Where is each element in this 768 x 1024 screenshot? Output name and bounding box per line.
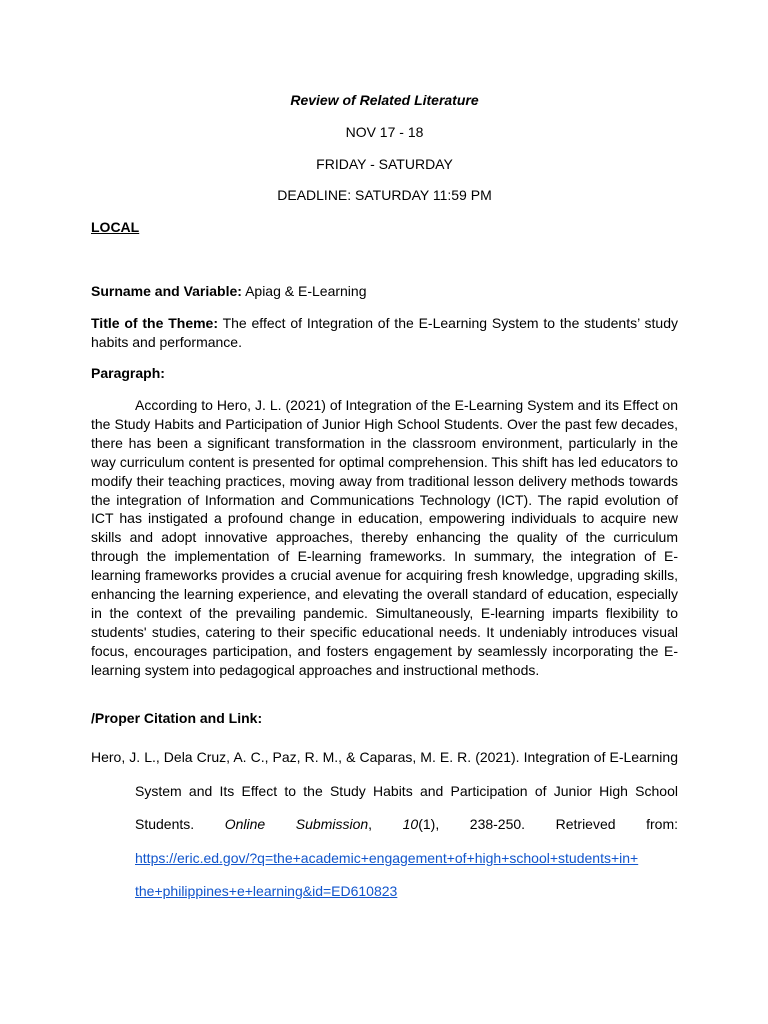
section-label-local: LOCAL [91, 219, 140, 235]
theme-label: Title of the Theme: [91, 315, 218, 331]
citation-link-line-2[interactable] [91, 875, 678, 909]
citation-link-part-1[interactable]: https://eric.ed.gov/?q=the+academic+engagement+of+high+school+students+in+ [135, 849, 639, 866]
citation-students: Students. [135, 816, 195, 832]
citation-link-part-2[interactable]: the+philippines+e+learning&id=ED610823 [135, 883, 398, 899]
theme-title [91, 314, 678, 352]
surname-value: Apiag & E-Learning [241, 283, 367, 299]
citation-line-1: Hero, J. L., Dela Cruz, A. C., Paz, R. M., & Caparas, M. E. R. (2021). Integration of E-Learning [91, 749, 678, 765]
citation-journal: Online Submission [224, 816, 369, 832]
citation-volume: 10 [402, 816, 419, 832]
citation-comma: , [368, 816, 373, 832]
paragraph-body: According to Hero, J. L. (2021) of Integration of the E-Learning System and its Effect on the Study Habits and Participation of Junior High School Students. Over the past few decades, there has been a significant transformation in the classroom environment, particularly in the way curriculum content is presented for optimal comprehension. This shift has led educators to modify their teaching practices, moving away from traditional lesson delivery methods towards the integration of Information and Communications Technology (ICT). The rapid evolution of ICT has instigated a profound change in education, empowering individuals to acquire new skills and adopt innovative approaches, thereby enhancing the quality of the curriculum through the implementation of E-learning frameworks. In summary, the integration of E-learning frameworks provides a crucial avenue for acquiring fresh knowledge, upgrading skills, enhancing the learning experience, and elevating the overall standard of education, especially in the context of the prevailing pandemic. Simultaneously, E-learning imparts flexibility to students' studies, catering to their specific educational needs. It undeniably introduces visual focus, encourages participation, and fosters engagement by seamlessly incorporating the E-learning system into pedagogical approaches and instructional methods. [91, 397, 678, 678]
citation-link-line-1[interactable] [91, 842, 678, 876]
surname-variable [91, 282, 678, 301]
citation-retrieved: (1), 238-250. Retrieved from: [418, 816, 679, 832]
citation-line-2: System and Its Effect to the Study Habits and Participation of Junior High School [135, 782, 678, 799]
theme-value: The effect of Integration of the E-Learning System to the students’ study habits and performance. [91, 315, 678, 350]
citation-heading: /Proper Citation and Link: [91, 710, 263, 726]
document-title: Review of Related Literature [290, 92, 479, 108]
citation-block [91, 741, 678, 909]
date-range: NOV 17 - 18 [345, 124, 424, 140]
citation-line-3 [91, 808, 678, 842]
surname-label: Surname and Variable: [91, 283, 242, 299]
deadline: DEADLINE: SATURDAY 11:59 PM [277, 187, 492, 203]
paragraph-label: Paragraph: [91, 365, 165, 381]
day-range: FRIDAY - SATURDAY [316, 156, 453, 172]
